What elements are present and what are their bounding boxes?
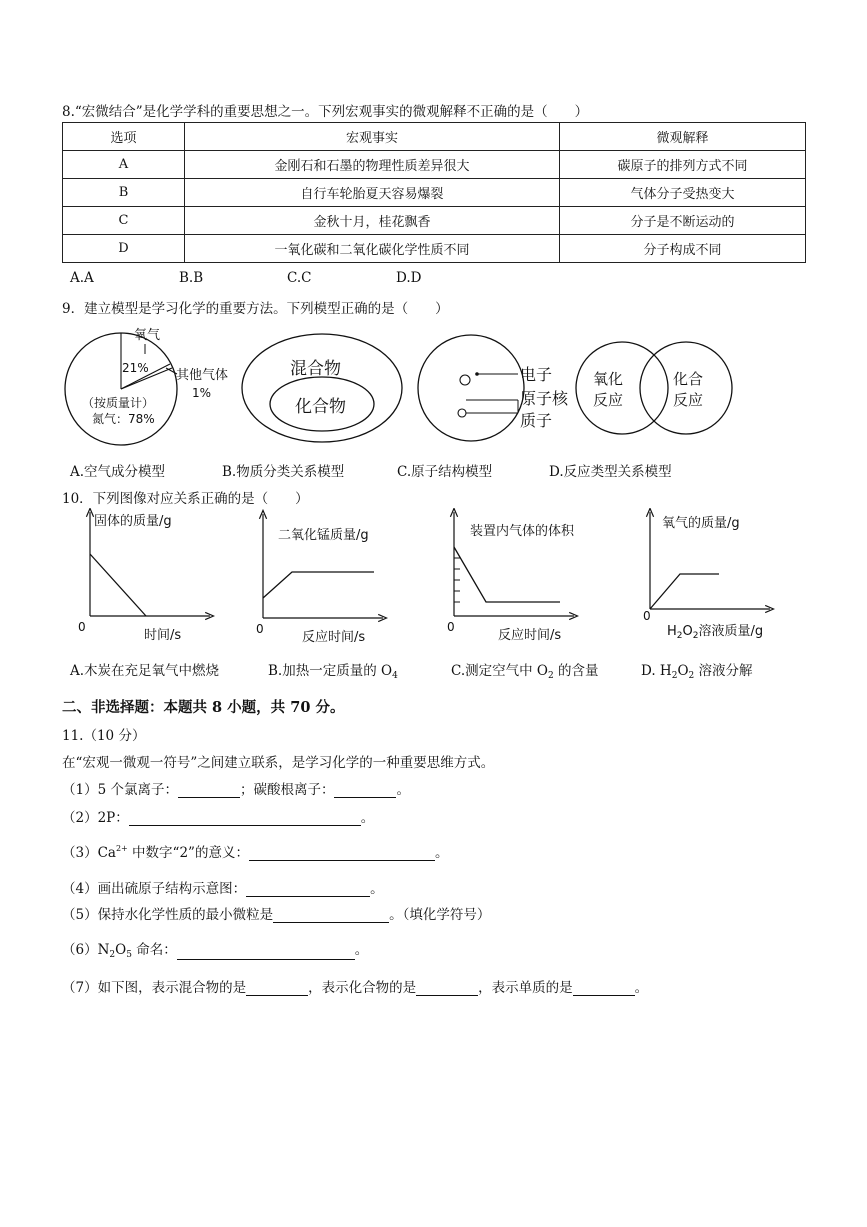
graph-a-origin: 0 [78, 620, 86, 634]
q10-stem: 10．下列图像对应关系正确的是（ ） [62, 491, 309, 507]
table-cell: C [63, 207, 185, 235]
table-cell: 一氧化碳和二氧化碳化学性质不同 [185, 235, 560, 263]
table-cell: 分子是不断运动的 [560, 207, 806, 235]
mixture-label: 混合物 [290, 359, 341, 379]
answer-blank[interactable] [249, 846, 435, 861]
table-header: 选项 [63, 123, 185, 151]
nucleus-label: 原子核 [520, 389, 569, 408]
combination-label-2: 反应 [673, 391, 704, 409]
q11-part-3: $(3)Ca^{2+}$ 中数字“2”的意义： 。 [62, 844, 449, 861]
q10-graphs-figure [62, 508, 812, 648]
q9-option-c[interactable]: C.原子结构模型 [397, 464, 493, 480]
table-header-row [63, 123, 806, 151]
table-cell: 碳原子的排列方式不同 [560, 151, 806, 179]
electron-label: 电子 [520, 365, 553, 384]
other-gas-percent: 1% [192, 386, 212, 400]
answer-blank[interactable] [177, 945, 355, 960]
q9-option-a[interactable]: A.空气成分模型 [70, 464, 166, 480]
pie-basis: （按质量计） [82, 396, 155, 410]
q8-table [62, 122, 806, 263]
graph-c [447, 512, 575, 643]
oxygen-label: 氧气 [134, 328, 161, 343]
nitrogen-label: 氮气：78% [92, 412, 155, 426]
graph-a-xlabel: 时间/s [144, 628, 182, 643]
oxidation-label-1: 氧化 [593, 370, 624, 388]
graph-d [643, 512, 770, 641]
answer-blank[interactable] [178, 783, 240, 798]
q11-part-5: （5）保持水化学性质的最小微粒是 。（填化学符号） [62, 907, 491, 923]
q8-option-a[interactable]: A.A [70, 270, 94, 286]
table-row [63, 151, 806, 179]
q9-option-d[interactable]: D.反应类型关系模型 [549, 464, 672, 480]
q10-option-c[interactable]: C.测定空气中 $O_2$ 的含量 [451, 663, 599, 681]
q9-option-b[interactable]: B.物质分类关系模型 [222, 464, 345, 480]
q10-option-b[interactable]: B.加热一定质量的 $O_4$ [268, 663, 398, 681]
classification-model [242, 334, 402, 442]
combination-label-1: 化合 [673, 370, 704, 388]
table-row [63, 235, 806, 263]
q11-intro: 在“宏观一微观一符号”之间建立联系，是学习化学的一种重要思维方式。 [62, 755, 495, 771]
graph-b-origin: 0 [256, 622, 264, 636]
graph-b-ylabel: 二氧化锰质量/g [278, 528, 369, 543]
table-cell: B [63, 179, 185, 207]
q8-option-d[interactable]: D.D [396, 270, 422, 286]
table-cell: 自行车轮胎夏天容易爆裂 [185, 179, 560, 207]
graph-d-ylabel: 氧气的质量/g [662, 516, 740, 531]
q11-part-4: （4）画出硫原子结构示意图： 。 [62, 881, 384, 897]
graph-a [78, 512, 210, 643]
graph-c-xlabel: 反应时间/s [498, 628, 562, 643]
q11-part-6: $(6)N_2O_5$ 命名： 。 [62, 942, 369, 960]
q10-option-d[interactable]: D. $H_2O_2$ 溶液分解 [641, 663, 753, 681]
answer-blank[interactable] [246, 882, 370, 897]
q11-part-2: （2）2P： 。 [62, 810, 375, 826]
table-row [63, 207, 806, 235]
graph-c-ylabel: 装置内气体的体积 [470, 524, 575, 539]
oxidation-label-2: 反应 [593, 391, 624, 409]
table-cell: 气体分子受热变大 [560, 179, 806, 207]
graph-b [256, 514, 383, 645]
q11-head: 11.（10 分） [62, 728, 146, 744]
graph-d-xlabel: $H_2O_2$溶液质量/g [667, 624, 764, 641]
table-cell: D [63, 235, 185, 263]
table-header: 微观解释 [560, 123, 806, 151]
q9-models-figure [62, 322, 812, 457]
q11-part-1: （1）5 个氯离子： ；碳酸根离子： 。 [62, 782, 410, 798]
graph-a-ylabel: 固体的质量/g [94, 514, 172, 529]
other-gas-label: 其他气体 [176, 368, 229, 383]
table-cell: 分子构成不同 [560, 235, 806, 263]
q8-option-c[interactable]: C.C [287, 270, 312, 286]
answer-blank[interactable] [573, 981, 635, 996]
proton-label: 质子 [520, 411, 553, 430]
answer-blank[interactable] [273, 908, 389, 923]
table-header: 宏观事实 [185, 123, 560, 151]
q8-option-b[interactable]: B.B [179, 270, 204, 286]
oxygen-percent: 21% [122, 361, 149, 375]
q9-stem: 9．建立模型是学习化学的重要方法。下列模型正确的是（ ） [62, 301, 449, 317]
air-composition-pie [65, 328, 228, 445]
q10-option-a[interactable]: A.木炭在充足氧气中燃烧 [70, 663, 220, 679]
section-title: 二、非选择题：本题共 8 小题，共 70 分。 [62, 699, 345, 716]
table-cell: A [63, 151, 185, 179]
graph-d-origin: 0 [643, 609, 651, 623]
answer-blank[interactable] [129, 811, 361, 826]
graph-c-origin: 0 [447, 620, 455, 634]
atom-structure-model [418, 335, 569, 441]
compound-label: 化合物 [295, 397, 346, 417]
graph-b-xlabel: 反应时间/s [302, 630, 366, 645]
q11-part-7: （7）如下图，表示混合物的是 ，表示化合物的是 ，表示单质的是 。 [62, 980, 649, 996]
answer-blank[interactable] [416, 981, 478, 996]
reaction-type-venn [576, 342, 732, 434]
q8-stem: 8.“宏微结合”是化学学科的重要思想之一。下列宏观事实的微观解释不正确的是（ ） [62, 104, 589, 120]
table-cell: 金刚石和石墨的物理性质差异很大 [185, 151, 560, 179]
answer-blank[interactable] [334, 783, 396, 798]
table-cell: 金秋十月，桂花飘香 [185, 207, 560, 235]
answer-blank[interactable] [246, 981, 308, 996]
table-row [63, 179, 806, 207]
